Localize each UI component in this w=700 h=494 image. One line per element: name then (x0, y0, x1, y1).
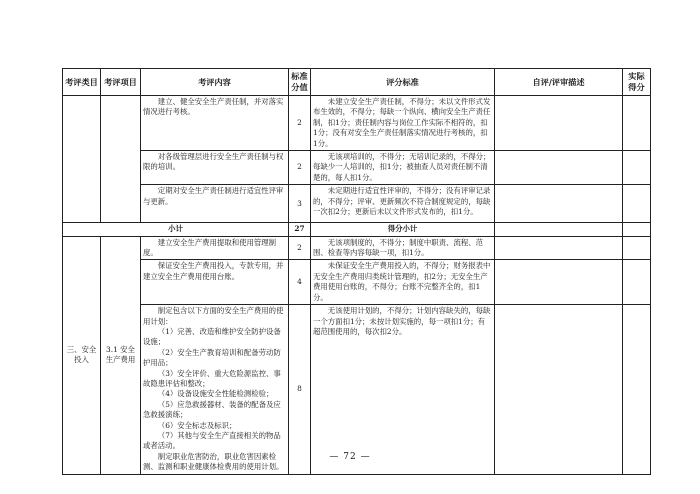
self-eval-cell[interactable] (495, 151, 623, 185)
self-eval-cell[interactable] (495, 236, 623, 260)
criteria-cell: 未保证安全生产费用投入的，不得分；财务报表中无安全生产费用归类统计管理的，扣2分；无安全生产费用使用台账的，不得分；台账不完整齐全的，扣1分。 (311, 260, 495, 305)
self-eval-cell[interactable] (495, 260, 623, 305)
content-line: 制定职业危害防治，职业危害因素检测、监测和职业健康体检费用的使用计划。 (143, 451, 284, 472)
score-cell: 4 (289, 260, 311, 305)
score-cell: 3 (289, 185, 311, 223)
content-line: （4）设备设施安全性能检测检验； (157, 389, 274, 399)
criteria-cell: 无该使用计划的，不得分；计划内容缺失的，每缺一个方面扣1分；未按计划实施的，每一项扣1分；有超范围使用的，每次扣2分。 (311, 305, 495, 475)
subtotal-self-eval[interactable] (495, 223, 623, 236)
content-cell: 对各级管理层进行安全生产责任制与权限的培训。 (141, 151, 289, 185)
criteria-cell: 未定期进行适宜性评审的，不得分；没有评审记录的，不得分；评审、更新频次不符合制度规定的，每缺一次扣2分；更新后未以文件形式发布的，扣1分。 (311, 185, 495, 223)
content-line: （2）安全生产教育培训和配备劳动防护用品； (143, 347, 281, 368)
score-cell: 8 (289, 305, 311, 475)
self-eval-cell[interactable] (495, 96, 623, 151)
header-content: 考评内容 (141, 69, 289, 96)
content-cell: 建立安全生产费用提取和使用管理制度。 (141, 236, 289, 260)
header-item: 考评项目 (101, 69, 141, 96)
item-cell: 3.1 安全生产费用 (101, 236, 141, 474)
subtotal-label: 小计 (63, 223, 289, 236)
actual-score-cell[interactable] (623, 305, 651, 475)
header-actual-score: 实际得分 (623, 69, 651, 96)
self-eval-cell[interactable] (495, 305, 623, 475)
self-eval-cell[interactable] (495, 185, 623, 223)
header-std-score: 标准分值 (289, 69, 311, 96)
category-cell: 三、安全投入 (63, 236, 101, 474)
content-line: （6）安全标志及标识； (157, 420, 237, 430)
subtotal-row (63, 223, 651, 236)
item-cell-continued (101, 96, 141, 223)
content-cell: 保证安全生产费用投入，专款专用，并建立安全生产费用使用台账。 (141, 260, 289, 305)
actual-score-cell[interactable] (623, 185, 651, 223)
criteria-cell: 无该项培训的，不得分；无培训记录的，不得分；每缺少一人培训的，扣1分；被抽查人员对责任制不清楚的，每人扣1分。 (311, 151, 495, 185)
criteria-cell: 未建立安全生产责任制，不得分；未以文件形式发布生效的，不得分；每缺一个纵向、横向安全生产责任制，扣1分；责任制内容与岗位工作实际不相符的，扣1分；没有对安全生产责任制落实情况进行考核的，扣1分。 (311, 96, 495, 151)
actual-score-cell[interactable] (623, 96, 651, 151)
score-cell: 2 (289, 151, 311, 185)
actual-score-cell[interactable] (623, 151, 651, 185)
content-cell: 定期对安全生产责任制进行适宜性评审与更新。 (141, 185, 289, 223)
actual-score-cell[interactable] (623, 236, 651, 260)
header-category: 考评类目 (63, 69, 101, 96)
table-row (63, 151, 651, 185)
table-header-row (63, 69, 651, 96)
content-line: （5）应急救援器材、装备的配备及应急救援演练； (143, 399, 281, 420)
evaluation-table (62, 68, 651, 475)
actual-score-cell[interactable] (623, 260, 651, 305)
table-row (63, 305, 651, 475)
table-row (63, 185, 651, 223)
subtotal-score: 27 (289, 223, 311, 236)
header-criteria: 评分标准 (311, 69, 495, 96)
content-cell: 建立、健全安全生产责任制，并对落实情况进行考核。 (141, 96, 289, 151)
content-line: （3）安全评价、重大危险源监控、事故隐患评估和整改； (143, 368, 281, 388)
content-line: 制定包含以下方面的安全生产费用的使用计划： (143, 306, 284, 326)
content-cell (141, 305, 289, 475)
table-row (63, 260, 651, 305)
criteria-cell: 无该项制度的，不得分；制度中职责、流程、范围、检查等内容每缺一项，扣1分。 (311, 236, 495, 260)
category-cell-continued (63, 96, 101, 223)
score-cell: 2 (289, 236, 311, 260)
subtotal-score-label: 得分小计 (311, 223, 495, 236)
header-self-eval: 自评/评审描述 (495, 69, 623, 96)
table-row (63, 96, 651, 151)
page-number: — 72 — (329, 452, 371, 462)
content-line: （7）其他与安全生产直接相关的物品或者活动。 (143, 430, 281, 451)
subtotal-actual-score[interactable] (623, 223, 651, 236)
content-line: （1）完善、改造和维护安全防护设备设施； (143, 326, 281, 347)
score-cell: 2 (289, 96, 311, 151)
table-row (63, 236, 651, 260)
